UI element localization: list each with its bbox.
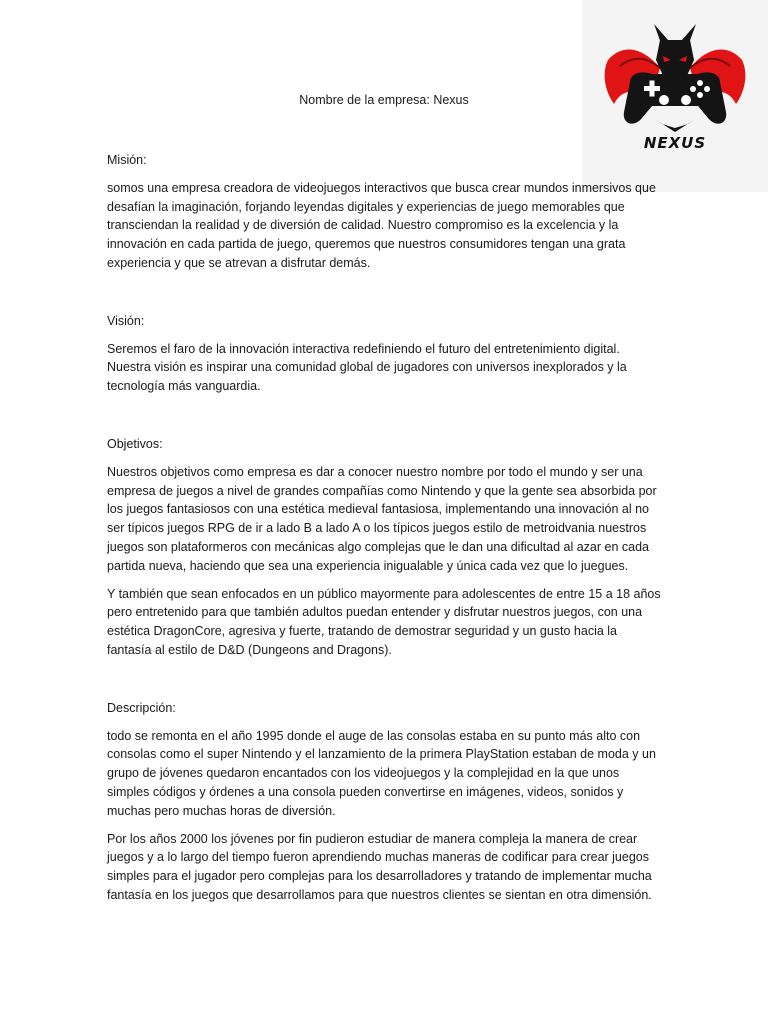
- descripcion-paragraph-2: Por los años 2000 los jóvenes por fin pudieron estudiar de manera compleja la manera de crear juegos y a lo largo del tiempo fueron aprendiendo muchas maneras de codificar para crear juegos simples para el jugador pero complejas para los desarrolladores y tratando de implementar mucha fantasía en los juegos que desarrollamos para que nuestros clientes se sientan en otra dimensión.: [107, 831, 652, 902]
- section-heading-descripcion: Descripción:: [107, 700, 176, 715]
- mision-paragraph-1: somos una empresa creadora de videojuegos interactivos que busca crear mundos inmersivos que desafían la imaginación, forjando leyendas digitales y experiencias de juego memorables que transciendan la realidad y de diversión de calidad. Nuestro compromiso es la excelencia y la innovación en cada partida de juego, queremos que nuestros consumidores tengan una grata experiencia y que se atrevan a disfrutar demás.: [107, 180, 656, 270]
- document-title: Nombre de la empresa: Nexus: [299, 93, 469, 107]
- vision-paragraph-1: Seremos el faro de la innovación interactiva redefiniendo el futuro del entretenimiento digital. Nuestra visión es inspirar una comunidad global de jugadores con universos inexplorados y la tecnología más vanguardia.: [107, 341, 627, 394]
- descripcion-section: [107, 699, 663, 905]
- descripcion-paragraph-1: todo se remonta en el año 1995 donde el auge de las consolas estaba en su punto más alto con consolas como el super Nintendo y el lanzamiento de la primera PlayStation estaban de moda y un grupo de jóvenes quedaron encantados con los videojuegos y la complejidad en la que unos simples códigos y órdenes a una consola pueden convertirse en imágenes, videos, sonidos y muchas pero muchas horas de diversión.: [107, 728, 656, 818]
- mision-section: [107, 151, 663, 273]
- document-body: [107, 151, 663, 914]
- section-heading-vision: Visión:: [107, 313, 145, 328]
- objetivos-paragraph-1: Nuestros objetivos como empresa es dar a conocer nuestro nombre por todo el mundo y ser una empresa de juegos a nivel de grandes compañías como Nintendo y que la gente sea absorbida por los juegos fantasiosos con una estética medieval fantasiosa, implementando una innovación al no ser típicos juegos RPG de ir a lado B a lado A o los típicos juegos estilo de metroidvania nuestros juegos son plataformeros con mecánicas algo complejas que le dan una dificultad al azar en cada partida nueva, haciendo que sea una experiencia inigualable y única cada vez que lo juegues.: [107, 464, 657, 573]
- vision-section: [107, 312, 663, 396]
- objetivos-section: [107, 435, 663, 660]
- section-heading-objetivos: Objetivos:: [107, 436, 163, 451]
- dragon-gamepad-logo-icon: [600, 20, 750, 138]
- section-heading-mision: Misión:: [107, 153, 147, 167]
- objetivos-paragraph-2: Y también que sean enfocados en un público mayormente para adolescentes de entre 15 a 18 años pero entretenido para que también adultos puedan entender y disfrutar nuestros juegos, con una estética DragonCore, agresiva y fuerte, tratando de demostrar seguridad y un gusto hacia la fantasía al estilo de D&D (Dungeons and Dragons).: [107, 586, 661, 657]
- logo-wordmark: NEXUS: [643, 134, 707, 152]
